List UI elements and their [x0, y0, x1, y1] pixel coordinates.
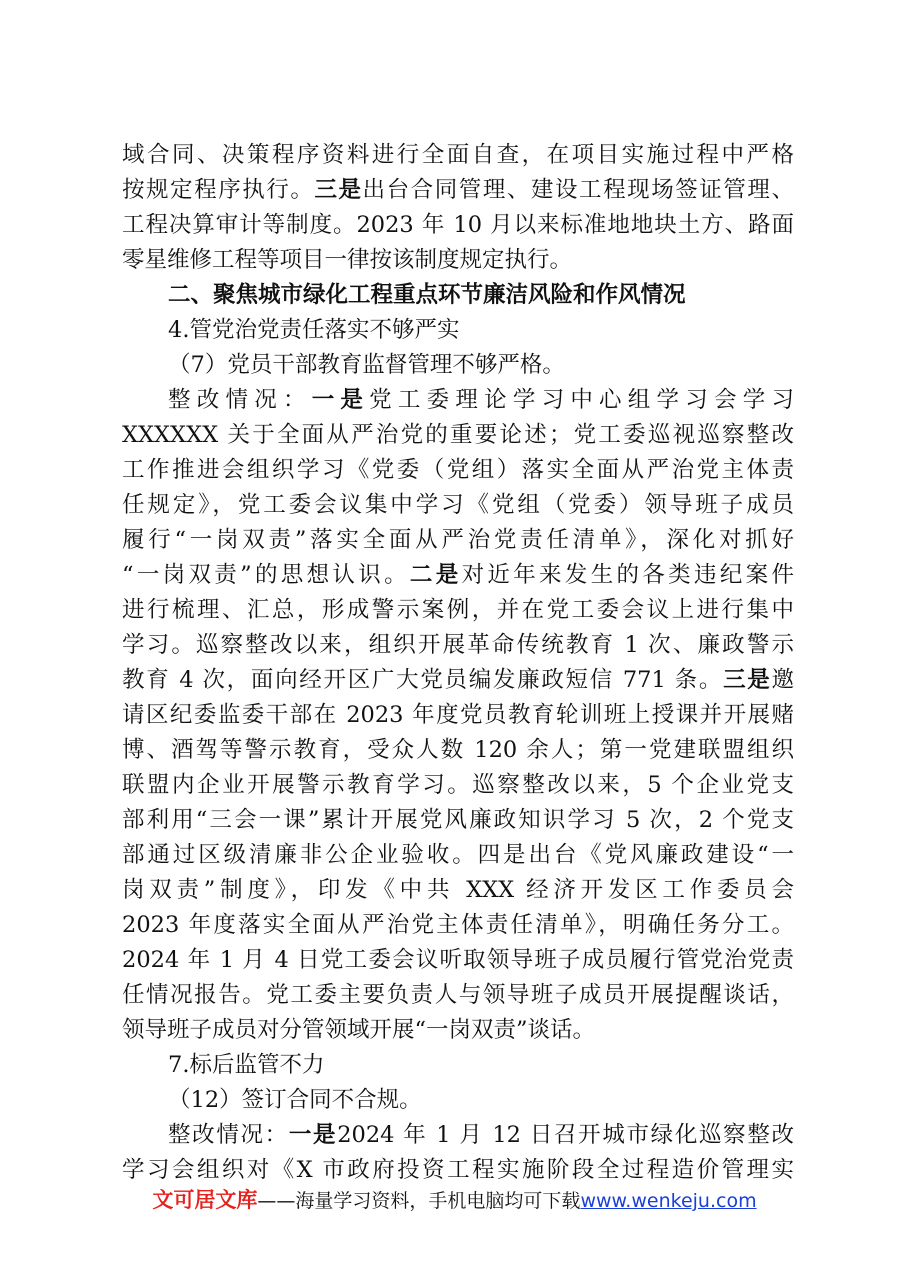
text-span: 对近年来发生的各类违纪案件 [461, 562, 794, 588]
text-span: “一岗双责”的思想认识。 [122, 562, 410, 588]
text-line: 博、酒驾等警示教育，受众人数 120 余人；第一党建联盟组织 [122, 737, 794, 763]
text-line: XXXXXX 关于全面从严治党的重要论述；党工委巡视巡察整改 [122, 422, 794, 448]
text-line: 学习。巡察整改以来，组织开展革命传统教育 1 次、廉政警示 [122, 632, 794, 658]
text-line: 工程决算审计等制度。2023 年 10 月以来标准地地块土方、路面 [122, 212, 794, 238]
text-line: 进行梳理、汇总，形成警示案例，并在党工委会议上进行集中 [122, 597, 794, 623]
text-line: 任情况报告。党工委主要负责人与领导班子成员开展提醒谈话， [122, 982, 794, 1008]
website-link[interactable]: www.wenkeju.com [580, 1190, 757, 1212]
item-title: （7）党员干部教育监督管理不够严格。 [168, 352, 565, 378]
text-span: 整改情况： [168, 387, 312, 413]
subsection-title: 4.管党治党责任落实不够严实 [168, 317, 460, 343]
text-span: 党工委理论学习中心组学习会学习 [369, 387, 794, 413]
text-line: 任规定》，党工委会议集中学习《党组（党委）领导班子成员 [122, 492, 794, 518]
bold-marker: 一是 [288, 1122, 338, 1148]
text-span: 整改情况： [168, 1122, 289, 1148]
page-footer [0, 1184, 909, 1214]
text-line [122, 558, 794, 593]
footer-slogan: ——海量学习资料，手机电脑均可下载 [257, 1190, 581, 1212]
bold-marker: 一是 [311, 387, 370, 413]
text-line: 学习会组织对《X 市政府投资工程实施阶段全过程造价管理实 [122, 1157, 794, 1183]
text-line: 部利用“三会一课”累计开展党风廉政知识学习 5 次，2 个党支 [122, 807, 794, 833]
text-line: 岗双责”制度》，印发《中共 XXX 经济开发区工作委员会 [122, 877, 794, 903]
text-span: 教育 4 次，面向经开区广大党员编发廉政短信 771 条。 [122, 667, 724, 693]
text-line: 领导班子成员对分管领域开展“一岗双责”谈话。 [122, 1017, 596, 1043]
text-span: 按规定程序执行。 [122, 177, 315, 203]
bold-marker: 三是 [723, 667, 772, 693]
text-line: 2023 年度落实全面从严治党主体责任清单》，明确任务分工。 [122, 912, 794, 938]
bold-marker: 二是 [409, 562, 462, 588]
item-title: （12）签订合同不合规。 [168, 1087, 422, 1113]
text-line [122, 383, 794, 418]
subsection-title: 7.标后监管不力 [168, 1052, 325, 1078]
bold-marker: 三是 [314, 177, 363, 203]
brand-name: 文可居文库 [152, 1188, 258, 1212]
document-body [122, 138, 794, 1188]
text-line [122, 173, 794, 208]
text-line: 2024 年 1 月 4 日党工委会议听取领导班子成员履行管党治党责 [122, 947, 794, 973]
text-line: 零星维修工程等项目一律按该制度规定执行。 [122, 247, 573, 273]
text-line: 域合同、决策程序资料进行全面自查，在项目实施过程中严格 [122, 142, 794, 168]
text-line [122, 1118, 794, 1153]
text-span: 出台合同管理、建设工程现场签证管理、 [362, 177, 794, 203]
text-line: 联盟内企业开展警示教育学习。巡察整改以来，5 个企业党支 [122, 772, 794, 798]
text-line: 工作推进会组织学习《党委（党组）落实全面从严治党主体责 [122, 457, 794, 483]
text-line: 履行“一岗双责”落实全面从严治党责任清单》，深化对抓好 [122, 527, 794, 553]
text-span: 2024 年 1 月 12 日召开城市绿化巡察整改 [337, 1122, 794, 1148]
text-line: 部通过区级清廉非公企业验收。四是出台《党风廉政建设“一 [122, 842, 794, 868]
section-heading: 二、聚焦城市绿化工程重点环节廉洁风险和作风情况 [168, 282, 686, 308]
text-line [122, 663, 794, 698]
text-span: 邀 [771, 667, 794, 693]
text-line: 请区纪委监委干部在 2023 年度党员教育轮训班上授课并开展赌 [122, 702, 794, 728]
